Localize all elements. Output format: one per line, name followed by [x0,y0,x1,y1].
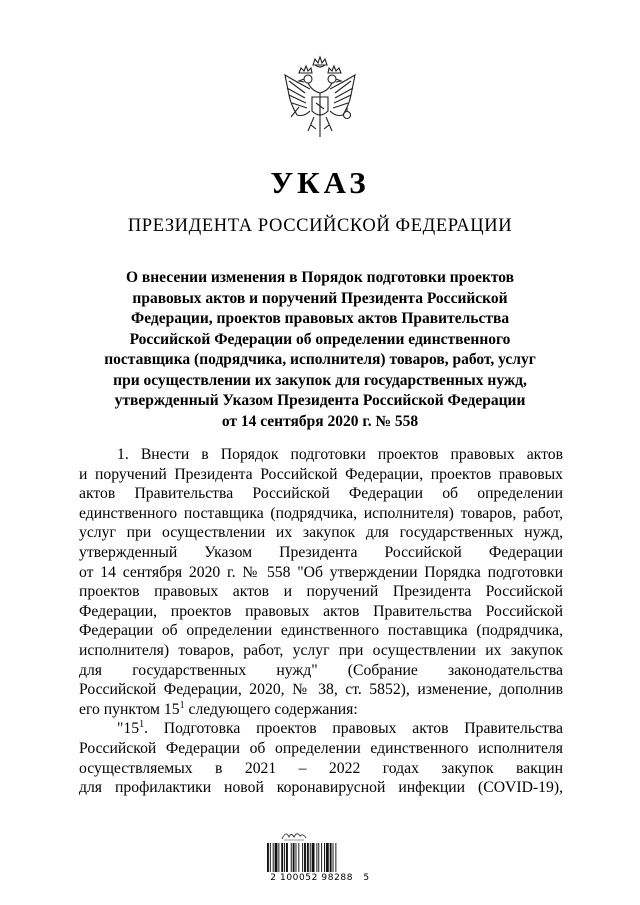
body-line: для профилактики новой коронавирусной инфекции (COVID-19), [79,779,563,797]
body-line: актов Правительства Российской Федерации об определении [79,485,563,503]
title-line: Федерации, проектов правовых актов Правительства [130,310,510,327]
coat-of-arms-icon [277,55,363,145]
text-segment: . Подготовка проектов правовых актов Правительства [144,720,563,738]
issuer-heading: ПРЕЗИДЕНТА РОССИЙСКОЙ ФЕДЕРАЦИИ [127,216,513,236]
body-line: осуществляемых в 2021 – 2022 годах закупок вакцин [79,759,563,777]
body-line: Федерации об определении единственного поставщика (подрядчика, [79,622,563,640]
text-segment: следующего содержания: [184,700,358,718]
title-line: правовых актов и поручений Президента Российской [132,289,508,307]
body-line: Российской Федерации, 2020, № 38, ст. 5852), изменение, дополнив [79,681,563,699]
title-line: О внесении изменения в Порядок подготовки проектов [125,269,515,286]
paragraph-1-last-line [79,700,563,720]
paragraph-1-first-line: 1. Внести в Порядок подготовки проектов правовых актов [117,446,563,463]
body-line: от 14 сентября 2020 г. № 558 "Об утверждении Порядка подготовки [79,563,563,581]
title-line: поставщика (подрядчика, исполнителя) товаров, работ, услуг [104,351,536,368]
superscript: 1 [179,699,185,711]
body-line: утвержденный Указом Президента Российской Федерации [79,543,563,561]
text-segment: "15 [117,720,140,738]
barcode-icon [266,843,371,872]
body-line: услуг при осуществлении их закупок для государственных нужд, [79,524,563,542]
body-line: единственного поставщика (подрядчика, исполнителя) товаров, работ, [79,504,563,522]
document-type-heading: УКАЗ [270,165,370,200]
signature-mark-icon [280,828,308,842]
title-line: Российской Федерации об определении единственного [129,330,511,348]
text-segment: его пунктом 15 [79,700,180,718]
barcode-number: 2 100052 98288 5 [270,873,370,883]
decree-title [95,268,545,432]
superscript: 1 [139,719,145,731]
body-line: Федерации, проектов правовых актов Правительства Российской [79,602,563,620]
body-line: исполнителя) товаров, работ, услуг при осуществлении их закупок [79,641,563,659]
body-line: Российской Федерации об определении единственного исполнителя [79,739,563,757]
title-line: при осуществлении их закупок для государственных нужд, [113,371,527,389]
body-line: проектов правовых актов и поручений Президента Российской [79,583,563,601]
title-line: утвержденный Указом Президента Российской Федерации [114,392,526,409]
barcode-block [258,828,382,884]
paragraph-2-first-line [79,719,563,739]
body-line: и поручений Президента Российской Федерации, проектов правовых [79,465,563,483]
body-line: для государственных нужд" (Собрание законодательства [79,661,563,679]
decree-body [79,445,563,798]
title-line: от 14 сентября 2020 г. № 558 [221,412,419,430]
